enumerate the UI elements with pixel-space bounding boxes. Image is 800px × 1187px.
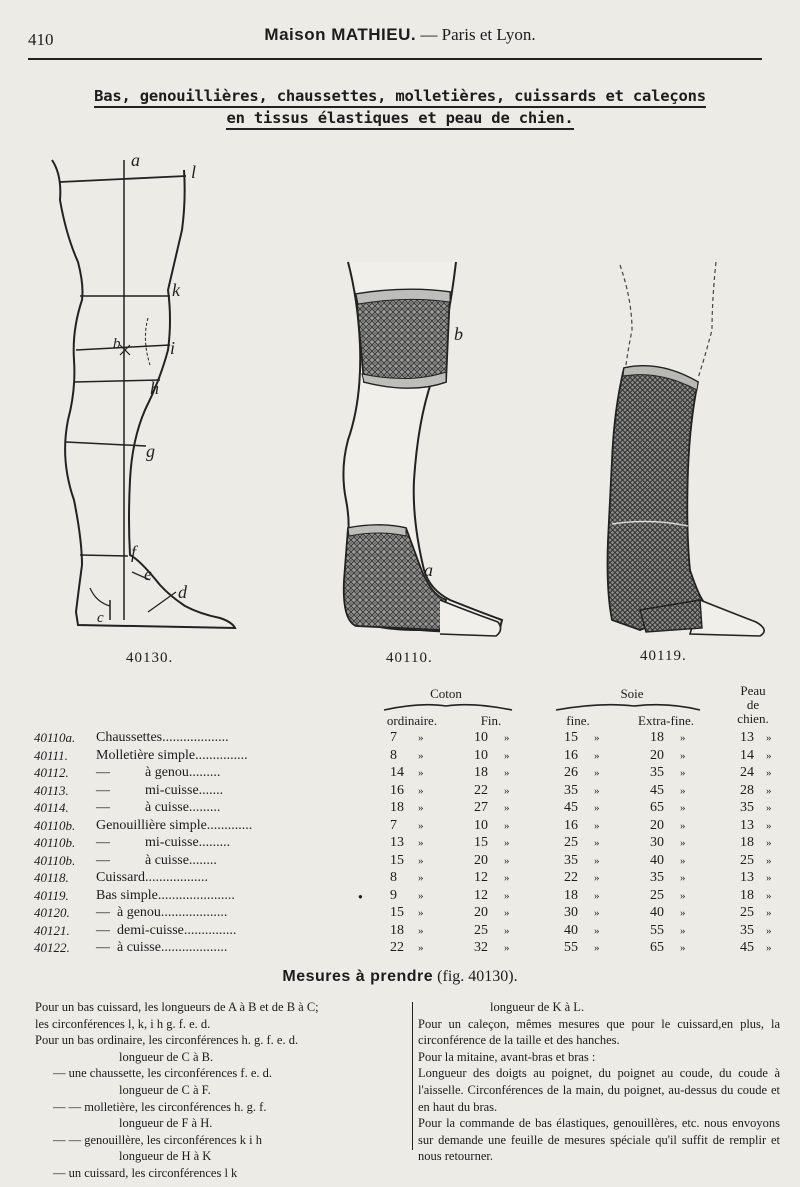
col-header-ordinaire: ordinaire. — [386, 713, 438, 728]
ditto-mark: » — [418, 837, 424, 849]
ditto-mark: » — [504, 819, 510, 832]
ditto-mark: » — [766, 819, 772, 832]
ditto-mark: » — [594, 942, 600, 954]
price-cell: 13 — [740, 817, 754, 833]
leg-letter: b — [113, 336, 121, 352]
mesures-line: longueur de C à B. — [119, 1049, 214, 1064]
price-cell: 16 — [564, 817, 578, 833]
table-row — [0, 905, 800, 923]
ditto-mark: » — [504, 872, 510, 884]
price-cell: 12 — [474, 870, 488, 885]
mesures-line: longueur de F à H. — [119, 1116, 213, 1131]
ditto-mark: » — [594, 889, 600, 902]
ditto-mark: » — [504, 924, 510, 937]
mesures-line: — — genouillère, les circonférences k i h — [53, 1132, 262, 1147]
table-header-braces — [0, 700, 800, 714]
ditto-mark: » — [680, 819, 686, 832]
article-code: 40110b. — [34, 852, 76, 868]
price-cell: 30 — [650, 835, 664, 850]
price-cell: 35 — [564, 782, 578, 798]
ditto-mark: » — [418, 802, 424, 814]
col-header-fine: fine. — [566, 713, 590, 728]
price-cell: 30 — [564, 905, 578, 920]
price-cell: 22 — [390, 940, 404, 955]
ditto-mark: » — [594, 767, 600, 779]
price-cell: 14 — [390, 765, 404, 780]
price-cell: 20 — [474, 852, 488, 868]
price-cell: 35 — [740, 800, 754, 815]
ditto-mark: » — [594, 854, 600, 867]
article-label: Molletière simple............... — [96, 747, 248, 763]
article-code: 40110b. — [34, 835, 76, 850]
ditto-mark: » — [766, 889, 772, 902]
price-cell: 14 — [740, 747, 754, 763]
ditto-mark: » — [594, 837, 600, 849]
mesures-right-column — [418, 999, 780, 1165]
price-cell: 40 — [650, 852, 664, 868]
ditto-mark: » — [504, 889, 510, 902]
col-header-extra-fine: Extra-fine. — [638, 713, 694, 728]
mesures-line: Pour la mitaine, avant-bras et bras : — [418, 1049, 596, 1064]
price-cell: 35 — [564, 852, 578, 868]
price-cell: 7 — [390, 730, 397, 745]
ditto-mark: » — [418, 907, 424, 919]
price-cell: 18 — [564, 887, 578, 903]
ditto-mark: » — [504, 802, 510, 814]
price-cell: 35 — [740, 922, 754, 938]
price-cell: 13 — [740, 730, 754, 745]
article-label: — à genou......... — [96, 765, 221, 780]
article-code: 40118. — [34, 870, 69, 885]
ditto-mark: » — [504, 942, 510, 954]
publisher-name: Maison MATHIEU. — [264, 25, 417, 44]
price-cell: 20 — [474, 905, 488, 920]
ditto-mark: » — [594, 749, 600, 762]
leg-letter: f — [131, 542, 137, 562]
table-row — [0, 853, 800, 871]
price-cell: 40 — [564, 922, 578, 938]
mesures-paragraph: Pour un caleçon, mêmes mesures que pour le cuissard,en plus, la circonférence de la taille et des hanches. — [418, 1016, 780, 1048]
price-cell: 28 — [740, 782, 754, 798]
mesures-line: longueur de C à F. — [119, 1082, 211, 1097]
article-code: 40110b. — [34, 817, 76, 833]
table-row — [0, 818, 800, 836]
mesures-line: — — molletière, les circonférences h. g. f. — [53, 1099, 267, 1114]
ditto-mark: » — [680, 942, 686, 954]
ditto-mark: » — [504, 837, 510, 849]
table-row — [0, 800, 800, 818]
price-cell: 65 — [650, 940, 664, 955]
mesures-title: Mesures à prendre (fig. 40130). — [282, 968, 518, 985]
price-cell: 10 — [474, 747, 488, 763]
ditto-mark: » — [680, 924, 686, 937]
article-label: — à cuisse......... — [96, 800, 221, 815]
leg-letter: k — [172, 280, 180, 300]
price-cell: 8 — [390, 870, 397, 885]
price-cell: 10 — [474, 817, 488, 833]
ditto-mark: » — [680, 732, 686, 744]
price-cell: 25 — [740, 905, 754, 920]
ditto-mark: » — [766, 907, 772, 919]
stocking-figure — [608, 262, 765, 636]
price-cell: 16 — [390, 782, 404, 798]
price-cell: 25 — [474, 922, 488, 938]
price-cell: 55 — [564, 940, 578, 955]
figure-caption: 40110. — [386, 650, 433, 666]
article-label: Genouillière simple............. — [96, 817, 253, 833]
ditto-mark: » — [418, 889, 424, 902]
price-cell: 25 — [564, 835, 578, 850]
price-cell: 20 — [650, 747, 664, 763]
article-label: — mi-cuisse....... — [96, 782, 224, 798]
ditto-mark: » — [680, 907, 686, 919]
leg-letter: d — [178, 582, 187, 602]
ditto-mark: » — [766, 749, 772, 762]
ditto-mark: » — [680, 767, 686, 779]
page-title-line1: Bas, genouillières, chaussettes, molletières, cuissards et caleçons — [60, 85, 740, 107]
ditto-mark: » — [504, 854, 510, 867]
price-cell: 22 — [474, 782, 488, 798]
price-cell: 15 — [390, 852, 404, 868]
ditto-mark: » — [504, 732, 510, 744]
price-cell: 7 — [390, 817, 397, 833]
table-row — [0, 765, 800, 783]
article-code: 40121. — [34, 922, 70, 938]
article-code: 40119. — [34, 887, 69, 903]
ditto-mark: » — [418, 819, 424, 832]
peau-header: Peau de chien. — [737, 683, 769, 726]
table-row — [0, 835, 800, 853]
price-cell: 25 — [650, 887, 664, 903]
price-cell: 15 — [390, 905, 404, 920]
table-row — [0, 870, 800, 888]
table-row — [0, 748, 800, 766]
price-cell: 18 — [740, 887, 754, 903]
ditto-mark: » — [680, 784, 686, 797]
price-cell: 45 — [650, 782, 664, 798]
ditto-mark: » — [594, 907, 600, 919]
ditto-mark: » — [594, 872, 600, 884]
ditto-mark: » — [766, 784, 772, 797]
price-cell: 16 — [564, 747, 578, 763]
article-code: 40113. — [34, 782, 69, 798]
mesures-line: longueur de H à K — [119, 1149, 212, 1164]
mesures-paragraph: Longueur des doigts au poignet, du poignet au coude, du coude à l'aisselle. Circonférences de la main, du poignet, au-dessus du coude et en haut du bras. — [418, 1066, 780, 1114]
ditto-mark: » — [766, 872, 772, 884]
soie-header: Soie — [620, 686, 644, 701]
price-cell: 27 — [474, 800, 488, 815]
price-cell: 13 — [390, 835, 404, 850]
price-cell: 40 — [650, 905, 664, 920]
price-cell: 18 — [390, 800, 404, 815]
price-cell: 13 — [740, 870, 754, 885]
mesures-line: les circonférences l, k, i h g. f. e. d. — [35, 1016, 211, 1031]
article-label: — à genou................... — [96, 905, 228, 920]
coton-header: Coton — [430, 686, 462, 701]
price-cell: 15 — [474, 835, 488, 850]
price-cell: 18 — [740, 835, 754, 850]
article-label: Bas simple...................... — [96, 887, 235, 903]
knee-band-letter: b — [454, 324, 463, 344]
table-row — [0, 923, 800, 941]
ditto-mark: » — [594, 732, 600, 744]
article-code: 40114. — [34, 800, 69, 815]
price-cell: 65 — [650, 800, 664, 815]
article-label: — à cuisse........ — [96, 852, 217, 868]
ditto-mark: » — [680, 837, 686, 849]
article-code: 40120. — [34, 905, 70, 920]
mesures-line: Pour un bas ordinaire, les circonférences h. g. f. e. d. — [35, 1033, 299, 1048]
article-label: — mi-cuisse......... — [96, 835, 231, 850]
table-row — [0, 888, 800, 906]
ditto-mark: » — [418, 942, 424, 954]
ditto-mark: » — [594, 784, 600, 797]
knee-ankle-figure — [343, 262, 502, 636]
ankle-band-letter: a — [424, 560, 433, 580]
ditto-mark: » — [680, 802, 686, 814]
price-cell: 18 — [390, 922, 404, 938]
leg-letter: c — [97, 610, 104, 626]
table-row — [0, 940, 800, 958]
ditto-mark: » — [504, 907, 510, 919]
ditto-mark: » — [680, 889, 686, 902]
leg-letter: e — [144, 564, 152, 584]
article-label: Chaussettes................... — [96, 730, 229, 745]
article-code: 40122. — [34, 940, 70, 955]
ditto-mark: » — [418, 784, 424, 797]
price-cell: 18 — [650, 730, 664, 745]
ditto-mark: » — [418, 924, 424, 937]
ditto-mark: » — [594, 802, 600, 814]
article-label: — demi-cuisse............... — [96, 922, 237, 938]
ditto-mark: » — [766, 942, 772, 954]
leg-letter: i — [170, 338, 176, 358]
article-label: — à cuisse................... — [96, 940, 228, 955]
price-cell: 24 — [740, 765, 754, 780]
ditto-mark: » — [418, 749, 424, 762]
publisher-location: — Paris et Lyon. — [420, 25, 536, 44]
mesures-paragraph: Pour la commande de bas élastiques, genouillères, etc. nous envoyons sur demande une feuille de mesures spéciale qu'il suffit de remplir et nous retourner. — [418, 1116, 780, 1164]
price-cell: 15 — [564, 730, 578, 745]
stray-mark: ● — [358, 892, 363, 901]
article-label: Cuissard.................. — [96, 870, 208, 885]
leg-letter: h — [150, 378, 159, 398]
ditto-mark: » — [680, 872, 686, 884]
ditto-mark: » — [504, 749, 510, 762]
leg-letter: l — [191, 162, 197, 182]
leg-letter-labels — [97, 150, 196, 626]
price-cell: 45 — [564, 800, 578, 815]
mesures-line: — une chaussette, les circonférences f. e. d. — [53, 1066, 273, 1081]
price-cell: 8 — [390, 747, 397, 763]
price-cell: 35 — [650, 870, 664, 885]
figure-caption: 40130. — [126, 650, 174, 666]
page-title-line2: en tissus élastiques et peau de chien. — [60, 107, 740, 129]
ditto-mark: » — [766, 732, 772, 744]
price-cell: 32 — [474, 940, 488, 955]
price-cell: 55 — [650, 922, 664, 938]
table-row — [0, 783, 800, 801]
ditto-mark: » — [418, 767, 424, 779]
ditto-mark: » — [418, 732, 424, 744]
price-cell: 45 — [740, 940, 754, 955]
column-divider — [412, 1002, 413, 1150]
ditto-mark: » — [766, 854, 772, 867]
price-cell: 12 — [474, 887, 488, 903]
mesures-line: — un cuissard, les circonférences l k — [53, 1165, 238, 1180]
ditto-mark: » — [766, 924, 772, 937]
ditto-mark: » — [594, 819, 600, 832]
price-cell: 25 — [740, 852, 754, 868]
ditto-mark: » — [766, 802, 772, 814]
page-number: 410 — [28, 30, 54, 49]
price-cell: 26 — [564, 765, 578, 780]
table-row — [0, 730, 800, 748]
article-code: 40110a. — [34, 730, 76, 745]
leg-letter: g — [146, 441, 155, 461]
ditto-mark: » — [418, 872, 424, 884]
price-cell: 9 — [390, 887, 397, 903]
ditto-mark: » — [680, 749, 686, 762]
price-cell: 22 — [564, 870, 578, 885]
price-cell: 20 — [650, 817, 664, 833]
ditto-mark: » — [594, 924, 600, 937]
ditto-mark: » — [418, 854, 424, 867]
leg-measurement-figure — [52, 160, 235, 628]
price-cell: 10 — [474, 730, 488, 745]
article-code: 40111. — [34, 747, 68, 763]
price-cell: 35 — [650, 765, 664, 780]
ditto-mark: » — [766, 767, 772, 779]
ditto-mark: » — [766, 837, 772, 849]
leg-letter: a — [131, 150, 140, 170]
mesures-left-column — [35, 999, 407, 1182]
ditto-mark: » — [680, 854, 686, 867]
figure-caption: 40119. — [640, 648, 687, 664]
article-code: 40112. — [34, 765, 69, 780]
mesures-line: Pour un bas cuissard, les longueurs de A à B et de B à C; — [35, 1000, 319, 1014]
ditto-mark: » — [504, 784, 510, 797]
ditto-mark: » — [504, 767, 510, 779]
price-cell: 18 — [474, 765, 488, 780]
mesures-line: longueur de K à L. — [490, 1000, 585, 1014]
col-header-fin: Fin. — [480, 713, 502, 728]
